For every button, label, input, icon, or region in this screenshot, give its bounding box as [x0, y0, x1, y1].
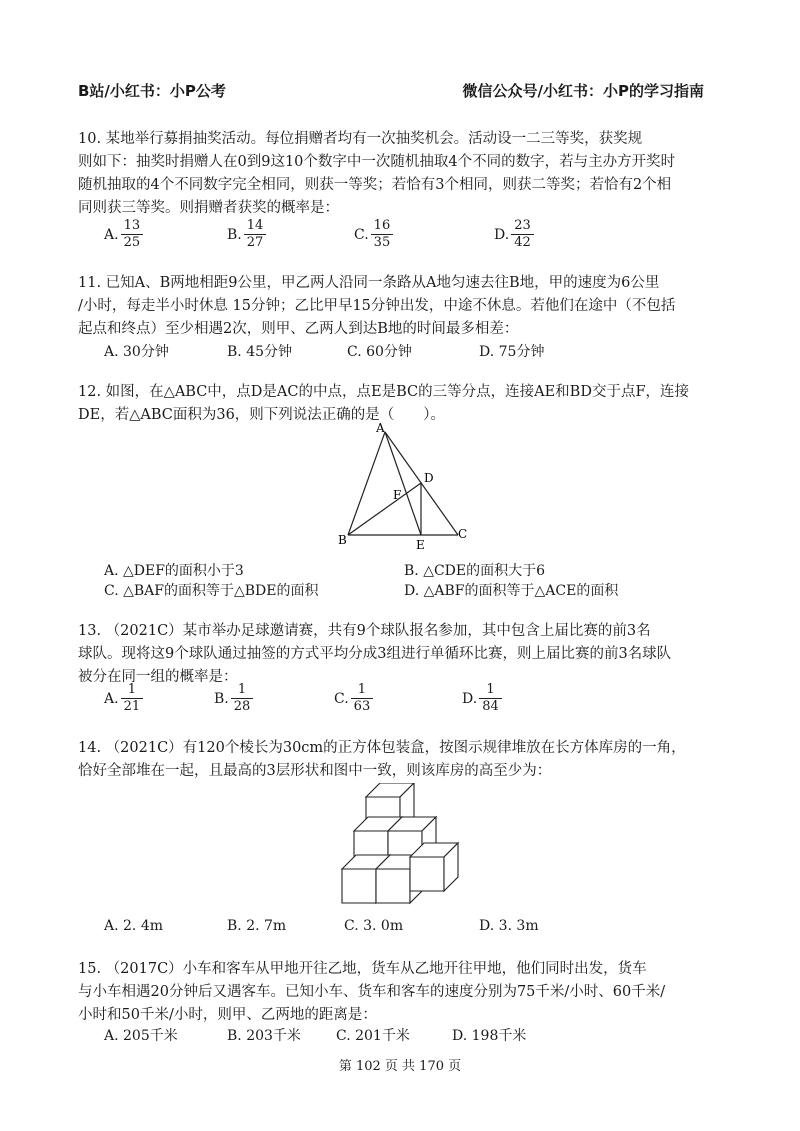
denominator: 28	[231, 698, 254, 715]
numerator: 1	[486, 682, 495, 697]
option-c	[354, 218, 393, 251]
segment-ab	[348, 432, 385, 535]
question-11-line: 起点和终点）至少相遇2次，则甲、乙两人到达B地的时间最多相差：	[78, 321, 519, 337]
fraction	[511, 218, 534, 251]
question-13-line: 13. （2021C）某市举办足球邀请赛，共有9个球队报名参加，其中包含上届比赛的前3名	[78, 623, 651, 639]
numerator: 13	[123, 218, 141, 233]
question-15-line: 与小车相遇20分钟后又遇客车。已知小车、货车和客车的速度分别为75千米/小时、60千米/	[78, 984, 666, 1000]
option-c: C. 60分钟	[347, 344, 412, 360]
option-label: A.	[104, 226, 119, 243]
option-d: D. 75分钟	[479, 344, 545, 360]
option-c: C. △BAF的面积等于△BDE的面积	[104, 583, 319, 599]
option-b: B. 2. 7m	[227, 918, 287, 934]
option-c: C. 3. 0m	[344, 918, 404, 934]
option-c: C. 201千米	[336, 1028, 410, 1044]
question-15-line: 15. （2017C）小车和客车从甲地开往乙地，货车从乙地开往甲地，他们同时出发，货车	[78, 961, 647, 977]
question-10-line: 随机抽取的4个不同数字完全相同，则获一等奖；若恰有3个相同，则获二等奖；若恰有2个相	[78, 177, 672, 193]
segment-bd	[348, 483, 421, 535]
fraction	[121, 218, 144, 251]
triangle-figure	[330, 420, 480, 550]
denominator: 84	[479, 698, 502, 715]
option-b: B. 45分钟	[227, 344, 293, 360]
option-b	[214, 682, 253, 715]
question-10-line: 同则获三等奖。则捐赠者获奖的概率是：	[78, 200, 339, 216]
fraction	[244, 218, 267, 251]
fraction	[479, 682, 502, 715]
question-11	[78, 272, 723, 341]
numerator: 1	[127, 682, 136, 697]
label-f: F	[393, 488, 402, 502]
label-d: D	[424, 471, 434, 485]
numerator: 16	[373, 218, 391, 233]
option-c	[334, 682, 373, 715]
option-a: A. 205千米	[104, 1028, 178, 1044]
label-b: B	[338, 533, 347, 547]
numerator: 1	[237, 682, 247, 697]
question-10-line: 10. 某地举行募捐抽奖活动。每位捐赠者均有一次抽奖机会。活动设一二三等奖，获奖规	[78, 131, 643, 147]
numerator: 14	[246, 218, 264, 233]
option-label: C.	[354, 226, 369, 243]
question-14-line: 14. （2021C）有120个棱长为30cm的正方体包装盒，按图示规律堆放在长方体库房的一角，	[78, 740, 686, 756]
option-a	[104, 218, 143, 251]
question-12-line: DE，若△ABC面积为36，则下列说法正确的是（ ）。	[78, 407, 446, 423]
denominator: 27	[244, 234, 267, 251]
option-a: A. 2. 4m	[104, 918, 164, 934]
denominator: 42	[511, 234, 534, 251]
denominator: 35	[371, 234, 394, 251]
option-b	[227, 218, 266, 251]
option-a: A. △DEF的面积小于3	[104, 563, 244, 579]
option-d: D. △ABF的面积等于△ACE的面积	[404, 583, 619, 599]
fraction	[351, 682, 374, 715]
option-label: D.	[494, 226, 510, 243]
fraction	[371, 218, 394, 251]
option-d: D. 198千米	[452, 1028, 527, 1044]
option-label: B.	[214, 690, 229, 707]
question-13	[78, 620, 723, 689]
option-d	[462, 682, 502, 715]
question-11-line: 11. 已知A、B两地相距9公里，甲乙两人沿同一条路从A地匀速去往B地，甲的速度为6公里	[78, 275, 660, 291]
option-a: A. 30分钟	[104, 344, 169, 360]
option-label: C.	[334, 690, 349, 707]
numerator: 23	[514, 218, 531, 233]
label-e: E	[416, 538, 425, 550]
denominator: 63	[351, 698, 374, 715]
option-a	[104, 682, 143, 715]
denominator: 25	[121, 234, 144, 251]
question-14	[78, 737, 723, 783]
fraction	[231, 682, 254, 715]
label-a: A	[376, 421, 385, 435]
numerator: 1	[357, 682, 367, 697]
option-b: B. 203千米	[227, 1028, 301, 1044]
option-label: A.	[104, 690, 119, 707]
question-15-line: 小时和50千米/小时，则甲、乙两地的距离是：	[78, 1007, 377, 1023]
question-10-line: 则如下：抽奖时捐赠人在0到9这10个数字中一次随机抽取4个不同的数字，若与主办方开奖时	[78, 154, 676, 170]
option-d: D. 3. 3m	[479, 918, 539, 934]
question-10	[78, 128, 723, 220]
option-b: B. △CDE的面积大于6	[404, 563, 546, 579]
label-c: C	[458, 527, 468, 541]
header-right: 微信公众号/小红书：小P的学习指南	[462, 82, 704, 100]
cube-bottom-right	[410, 843, 458, 891]
option-d	[494, 218, 534, 251]
segment-ae	[385, 432, 421, 535]
page-number: 第 102 页 共 170 页	[338, 1059, 462, 1074]
cube-stack-figure	[330, 783, 490, 913]
fraction	[121, 682, 144, 715]
question-13-line: 球队。现将这9个球队通过抽签的方式平均分成3组进行单循环比赛，则上届比赛的前3名球队	[78, 646, 672, 662]
header-left: B站/小红书：小P公考	[78, 82, 226, 100]
option-label: D.	[462, 690, 478, 707]
question-13-line: 被分在同一组的概率是：	[78, 669, 238, 685]
question-11-line: /小时，每走半小时休息 15分钟；乙比甲早15分钟出发，中途不休息。若他们在途中（不包括	[78, 298, 676, 314]
question-14-line: 恰好全部堆在一起，且最高的3层形状和图中一致，则该库房的高至少为：	[78, 763, 552, 779]
option-label: B.	[227, 226, 242, 243]
denominator: 21	[121, 698, 144, 715]
question-15	[78, 958, 723, 1027]
question-12-line: 12. 如图，在△ABC中，点D是AC的中点，点E是BC的三等分点，连接AE和BD交于点F，连接	[78, 384, 690, 400]
